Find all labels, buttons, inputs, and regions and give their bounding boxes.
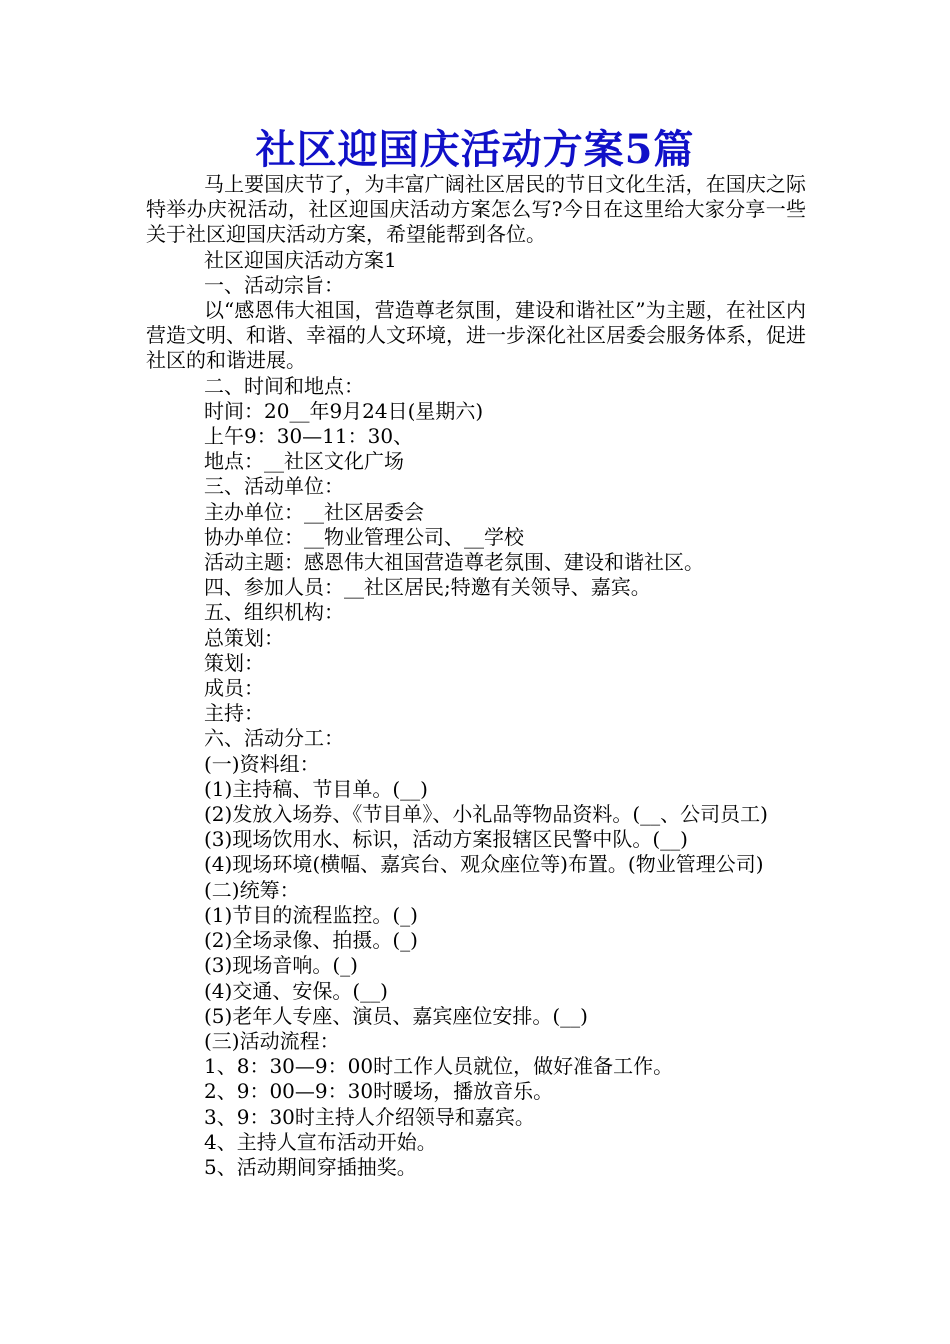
paragraph: 活动主题：感恩伟大祖国营造尊老氛围、建设和谐社区。 xyxy=(204,550,704,575)
paragraph: 成员： xyxy=(204,676,264,701)
paragraph: (三)活动流程： xyxy=(204,1028,340,1053)
paragraph: 5、活动期间穿插抽奖。 xyxy=(204,1154,417,1179)
paragraph: 时间：20__年9月24日(星期六) xyxy=(204,398,484,423)
paragraph: (4)交通、安保。(__) xyxy=(204,978,388,1003)
paragraph: 社区迎国庆活动方案1 xyxy=(204,247,397,272)
paragraph: (5)老年人专座、演员、嘉宾座位安排。(__) xyxy=(204,1003,588,1028)
paragraph: 主持： xyxy=(204,701,264,726)
paragraph: (2)发放入场券、《节目单》、小礼品等物品资料。(__、公司员工) xyxy=(204,802,768,827)
document-body xyxy=(146,172,806,1180)
paragraph: 马上要国庆节了，为丰富广阔社区居民的节日文化生活，在国庆之际特举办庆祝活动，社区迎国庆活动方案怎么写?今日在这里给大家分享一些关于社区迎国庆活动方案，希望能帮到各位。 xyxy=(146,172,806,247)
paragraph: (一)资料组： xyxy=(204,751,320,776)
paragraph: 2、9：00—9：30时暖场，播放音乐。 xyxy=(204,1079,554,1104)
paragraph: (3)现场饮用水、标识，活动方案报辖区民警中队。(__) xyxy=(204,827,688,852)
document-title: 社区迎国庆活动方案5篇 xyxy=(255,126,695,173)
paragraph: 三、活动单位： xyxy=(204,474,344,499)
paragraph: 策划： xyxy=(204,650,264,675)
paragraph: (2)全场录像、拍摄。(_) xyxy=(204,928,418,953)
paragraph: (4)现场环境(横幅、嘉宾台、观众座位等)布置。(物业管理公司) xyxy=(204,852,764,877)
paragraph: 上午9：30—11：30、 xyxy=(204,424,414,449)
paragraph: 1、8：30—9：00时工作人员就位，做好准备工作。 xyxy=(204,1054,674,1079)
paragraph: 地点：__社区文化广场 xyxy=(204,449,404,474)
paragraph: 五、组织机构： xyxy=(204,600,344,625)
paragraph: 二、时间和地点： xyxy=(204,373,364,398)
paragraph: 协办单位：__物业管理公司、__学校 xyxy=(204,524,524,549)
paragraph: 总策划： xyxy=(204,625,284,650)
paragraph: (3)现场音响。(_) xyxy=(204,953,358,978)
paragraph: (二)统筹： xyxy=(204,877,300,902)
paragraph: 六、活动分工： xyxy=(204,726,344,751)
paragraph: 主办单位：__社区居委会 xyxy=(204,499,424,524)
paragraph: (1)节目的流程监控。(_) xyxy=(204,902,418,927)
paragraph: 3、9：30时主持人介绍领导和嘉宾。 xyxy=(204,1104,535,1129)
paragraph: 四、参加人员：__社区居民;特邀有关领导、嘉宾。 xyxy=(204,575,651,600)
paragraph: 以“感恩伟大祖国，营造尊老氛围，建设和谐社区”为主题，在社区内营造文明、和谐、幸福的人文环境，进一步深化社区居委会服务体系，促进社区的和谐进展。 xyxy=(146,298,806,373)
paragraph: (1)主持稿、节目单。(__) xyxy=(204,776,428,801)
paragraph: 一、活动宗旨： xyxy=(204,272,344,297)
paragraph: 4、主持人宣布活动开始。 xyxy=(204,1129,437,1154)
